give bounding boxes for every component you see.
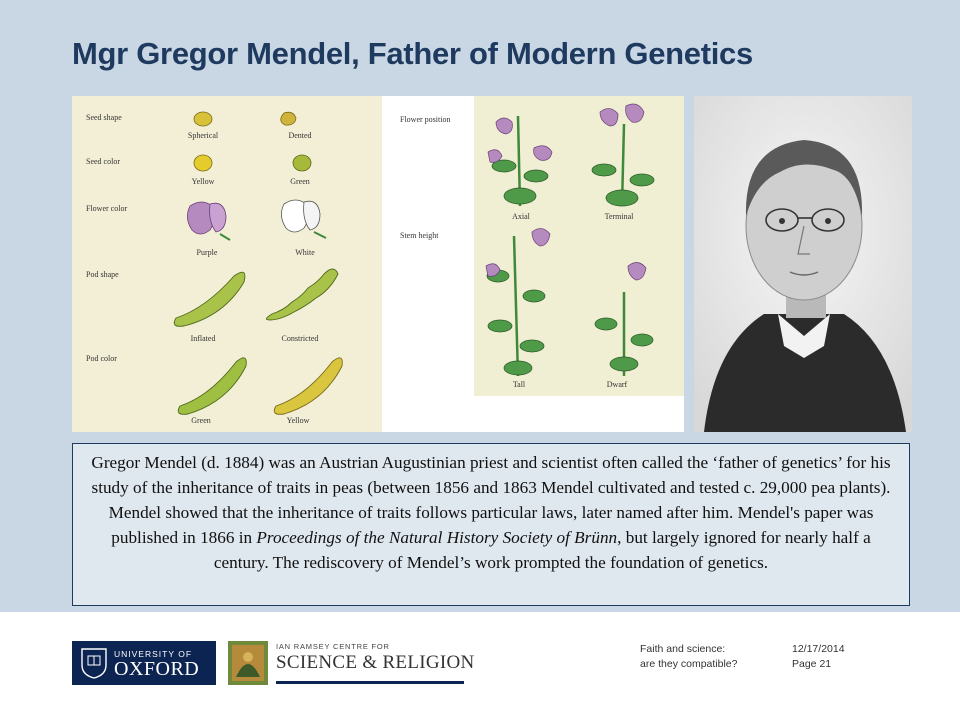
- page-number: Page 21: [792, 658, 832, 670]
- green-seed: [293, 155, 311, 171]
- row-label-flower-position: Flower position: [400, 115, 451, 124]
- spherical-seed: [194, 112, 212, 126]
- talk-title-line1: Faith and science:: [640, 643, 726, 655]
- description-part2: , but largely ignored for nearly half a century. The rediscovery of Mendel’s work prompted the foundation of genetics.: [213, 528, 871, 572]
- ramsey-line1: IAN RAMSEY CENTRE FOR: [276, 642, 390, 651]
- caption-green-pod: Green: [191, 416, 211, 425]
- oxford-line1: UNIVERSITY OF: [114, 649, 193, 659]
- row-label-pod-shape: Pod shape: [86, 270, 119, 279]
- mendel-portrait: [694, 96, 912, 432]
- tall-plant: [486, 228, 550, 376]
- caption-axial: Axial: [512, 212, 530, 221]
- caption-spherical: Spherical: [187, 131, 219, 140]
- talk-title-line2: are they compatible?: [640, 658, 738, 670]
- caption-green-seed: Green: [290, 177, 310, 186]
- row-label-seed-shape: Seed shape: [86, 113, 122, 122]
- terminal-plant: [592, 104, 654, 206]
- slide-date: 12/17/2014: [792, 643, 845, 655]
- slide-title: Mgr Gregor Mendel, Father of Modern Genetics: [72, 36, 753, 71]
- axial-plant: [488, 116, 552, 206]
- yellow-seed: [194, 155, 212, 171]
- caption-tall: Tall: [512, 380, 526, 389]
- talk-title: [640, 642, 737, 672]
- ramsey-line2: SCIENCE & RELIGION: [276, 652, 475, 673]
- row-label-pod-color: Pod color: [86, 354, 117, 363]
- slide-meta: [792, 642, 845, 672]
- purple-flower: [187, 202, 230, 240]
- ramsey-centre-logo: [228, 641, 475, 685]
- white-flower: [281, 200, 326, 238]
- dented-seed: [281, 112, 296, 125]
- pea-traits-illustration: [72, 96, 382, 432]
- caption-terminal: Terminal: [604, 212, 634, 221]
- caption-yellow-pod: Yellow: [286, 416, 310, 425]
- caption-dented: Dented: [288, 131, 312, 140]
- dwarf-plant: [595, 262, 653, 376]
- oxford-logo: [72, 641, 216, 685]
- caption-inflated: Inflated: [190, 334, 216, 343]
- row-label-flower-color: Flower color: [86, 204, 128, 213]
- row-label-stem-height: Stem height: [400, 231, 439, 240]
- oxford-line2: OXFORD: [114, 658, 200, 680]
- constricted-pod: [266, 269, 338, 320]
- caption-yellow-seed: Yellow: [191, 177, 215, 186]
- mendel-description: [72, 443, 910, 606]
- caption-white: White: [295, 248, 315, 257]
- description-part1: Gregor Mendel (d. 1884) was an Austrian Augustinian priest and scientist often called the ‘father of genetics’ for his study of the inheritance of traits in peas (between 1856 and 1863 Mendel cultivated and tested c. 29,000 pea plants). Mendel showed that the inheritance of traits follows particular laws, later named after him. Mendel's paper was published in 1866 in: [91, 453, 891, 547]
- caption-purple: Purple: [196, 248, 218, 257]
- journal-title: Proceedings of the Natural History Society of Brünn: [256, 528, 618, 547]
- row-label-seed-color: Seed color: [86, 157, 120, 166]
- ramsey-underline: [276, 681, 464, 684]
- caption-constricted: Constricted: [281, 334, 319, 343]
- inflated-pod: [174, 272, 245, 326]
- green-pod: [178, 358, 246, 415]
- portrait-illustration: [694, 96, 912, 432]
- pea-traits-figure: [72, 96, 382, 432]
- yellow-pod: [274, 358, 342, 415]
- oxford-crest-icon: [80, 647, 108, 679]
- ramsey-emblem-icon: [228, 641, 268, 685]
- plant-illustrations: [474, 96, 684, 396]
- caption-dwarf: Dwarf: [606, 380, 628, 389]
